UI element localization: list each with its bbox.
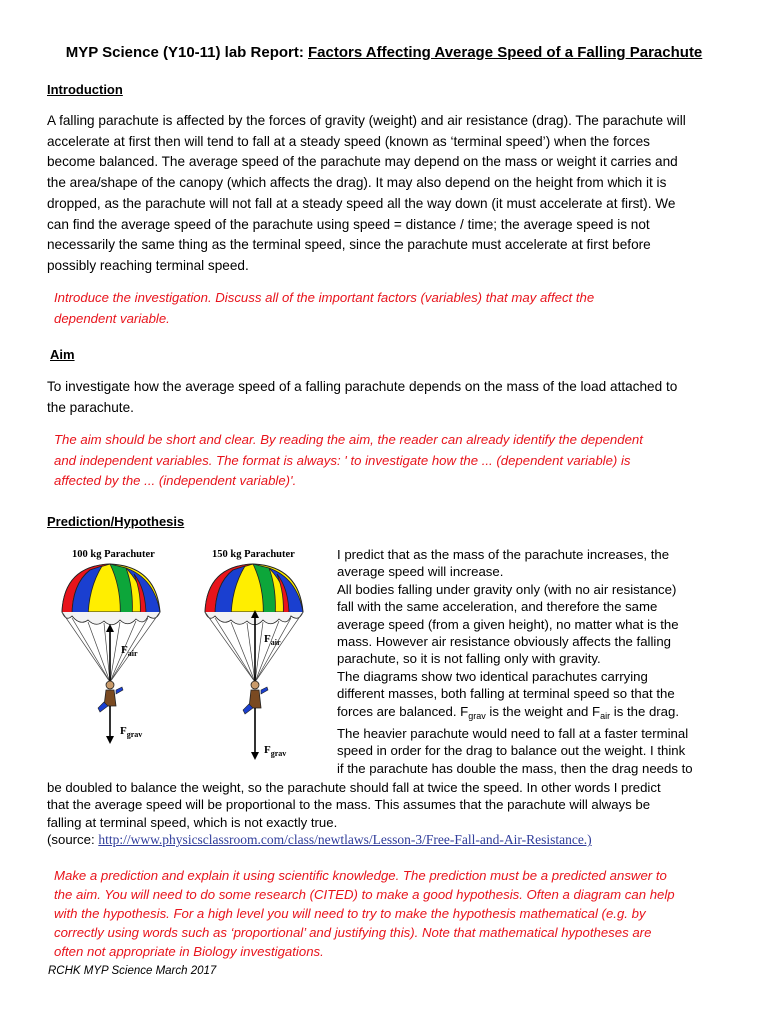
prediction-line: be doubled to balance the weight, so the parachute should fall at twice the speed. In other words I predict [47, 780, 661, 795]
prediction-guidance [54, 866, 675, 961]
aim-guidance [54, 430, 643, 492]
prediction-line: The heavier parachute would need to fall at a faster terminal [337, 726, 689, 742]
guidance-line: the aim. You will need to do some research (CITED) to make a good hypothesis. Often a diagram can help [54, 887, 675, 902]
intro-line: become balanced. The average speed of the parachute may depend on the mass or weight it carries and [47, 154, 678, 170]
aim-line: the parachute. [47, 399, 134, 415]
aim-line: To investigate how the average speed of a falling parachute depends on the mass of the load attached to [47, 379, 678, 394]
prediction-line: fall with the same acceleration, and therefore the same [337, 599, 658, 615]
aim-paragraph [47, 377, 677, 418]
parachute-150kg-label: 150 kg Parachuter [212, 549, 295, 560]
prediction-line: The diagrams show two identical parachutes carrying [337, 668, 648, 684]
intro-line: possibly reaching terminal speed. [47, 257, 249, 273]
f-air-label-left: $F_{air}$ [121, 644, 138, 658]
prediction-heading: Prediction/Hypothesis [47, 514, 185, 529]
guidance-line: Introduce the investigation. Discuss all of the important factors (variables) that may affect the [54, 290, 595, 305]
prediction-line: parachute, so it is not falling only with gravity. [337, 651, 601, 667]
source-line: (source: http://www.physicsclassroom.com/class/newtlaws/Lesson-3/Free-Fall-and-Air-Resistance.) [47, 832, 592, 848]
parachute-100kg-label: 100 kg Parachuter [72, 549, 155, 560]
guidance-line: correctly using words such as ‘proportional’ and justifying this). Note that mathematical hypotheses are [54, 925, 652, 940]
intro-line: necessarily the same thing as the terminal speed, since the parachute must accelerate at first before [47, 237, 651, 253]
prediction-line: mass. However air resistance obviously affects the falling [337, 634, 671, 650]
prediction-line: different masses, both falling at terminal speed so that the [337, 686, 675, 702]
f-grav-label-left: $F_{grav}$ [120, 725, 143, 739]
intro-line: dropped, as the parachute will not fall at a steady speed all the way down (it must accelerate at first). We [47, 195, 676, 211]
introduction-heading: Introduction [47, 82, 123, 97]
intro-line: A falling parachute is affected by the forces of gravity (weight) and air resistance (drag). The parachute will [47, 113, 686, 128]
prediction-line: if the parachute has double the mass, then the drag needs to [337, 760, 693, 776]
introduction-guidance [54, 288, 594, 329]
introduction-paragraph [47, 111, 686, 277]
guidance-line: and independent variables. The format is always: ' to investigate how the ... (dependent variable) is [54, 452, 631, 468]
f-grav-label-right: $F_{grav}$ [264, 744, 287, 758]
guidance-line: affected by the ... (independent variable)'. [54, 473, 297, 488]
prediction-line: falling at terminal speed, which is not exactly true. [47, 814, 338, 830]
guidance-line: dependent variable. [54, 310, 170, 326]
forces-line: forces are balanced. $F_{grav}$ is the weight and $F_{air}$ is the drag. [337, 703, 680, 721]
intro-line: the area/shape of the canopy (which affects the drag). It may also depend on the height from which it is [47, 175, 667, 191]
document-title [0, 44, 768, 61]
intro-line: accelerate at first then will tend to fall at a steady speed (known as ‘terminal speed’) when the forces [47, 133, 650, 149]
guidance-line: often not appropriate in Biology investigations. [54, 944, 324, 959]
parachute-diagram [50, 544, 332, 766]
title-prefix: MYP Science (Y10-11) lab Report: [65, 44, 309, 61]
prediction-line: average speed will increase. [337, 564, 504, 580]
page-footer: RCHK MYP Science March 2017 [48, 965, 217, 977]
aim-heading: Aim [50, 347, 75, 362]
prediction-line: speed in order for the drag to balance out the weight. I think [337, 743, 686, 759]
f-air-label-right: $F_{air}$ [264, 633, 281, 647]
title-topic: Factors Affecting Average Speed of a Falling Parachute [308, 44, 703, 61]
parachute-100kg [62, 549, 160, 744]
prediction-line: All bodies falling under gravity only (with no air resistance) [337, 581, 677, 597]
prediction-line: that the average speed will be proportional to the mass. This assumes that the parachute will always be [47, 797, 651, 813]
prediction-continuation [47, 779, 661, 849]
prediction-side-text [337, 546, 693, 777]
guidance-line: The aim should be short and clear. By reading the aim, the reader can already identify the dependent [54, 432, 643, 447]
guidance-line: with the hypothesis. For a high level you will need to try to make the hypothesis mathematical (e.g. by [54, 906, 646, 921]
guidance-line: Make a prediction and explain it using scientific knowledge. The prediction must be a predicted answer to [54, 868, 667, 883]
prediction-line: I predict that as the mass of the parachute increases, the [337, 547, 670, 562]
intro-line: can find the average speed of the parachute using speed = distance / time; the average speed is not [47, 216, 650, 232]
source-link[interactable]: http://www.physicsclassroom.com/class/newtlaws/Lesson-3/Free-Fall-and-Air-Resistance.) [98, 832, 592, 848]
parachute-150kg [205, 549, 303, 760]
prediction-line: average speed (from a given height), no matter what is the [337, 616, 679, 632]
